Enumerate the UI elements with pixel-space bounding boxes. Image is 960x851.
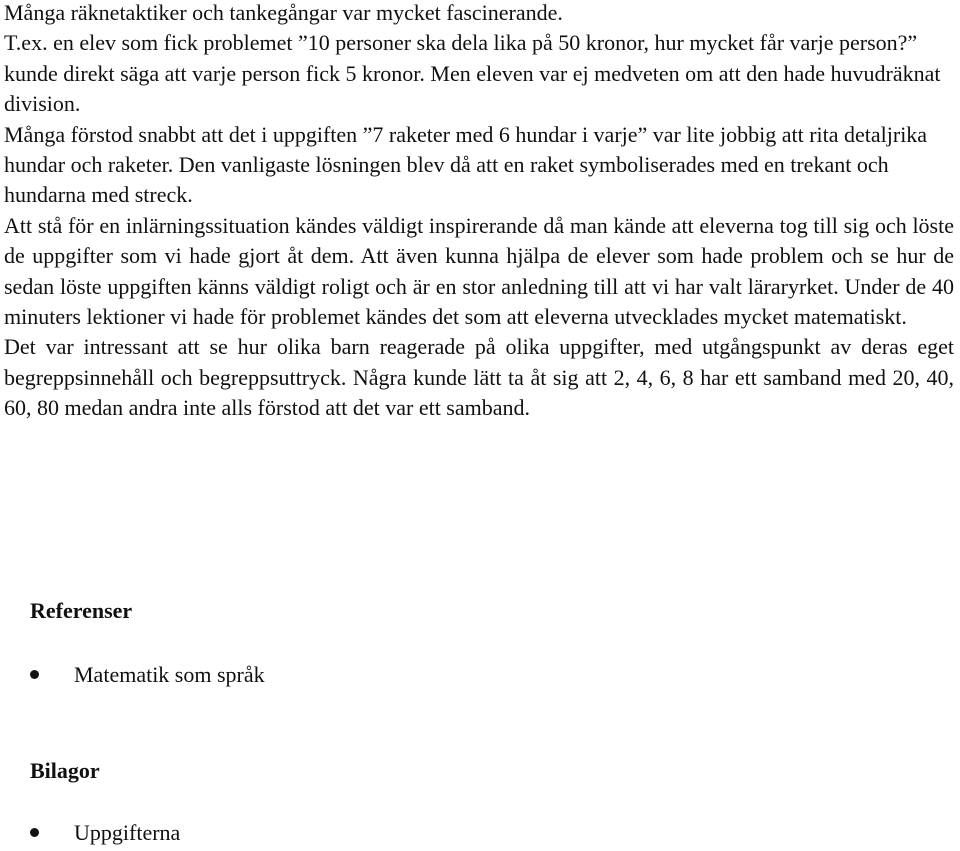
attachment-item-label: Uppgifterna — [74, 820, 181, 845]
attachments-list-item — [30, 818, 180, 848]
paragraph-learning-situation: Att stå för en inlärningssituation kändes väldigt inspirerande då man kände att eleverna tog till sig och löste de uppgifter som vi hade gjort åt dem. Att även kunna hjälpa de elever som hade problem och se hur de sedan löste uppgiften känns väldigt roligt och är en stor anledning till att vi har valt läraryrket. Under de 40 minuters lektioner vi hade för problemet kändes det som att eleverna utvecklades mycket matematiskt. — [4, 212, 954, 330]
bullet-icon — [30, 828, 39, 837]
attachments-heading: Bilagor — [30, 758, 100, 783]
reference-item-label: Matematik som språk — [74, 662, 265, 687]
paragraph-concepts: Det var intressant att se hur olika barn reagerade på olika uppgifter, med utgångspunkt av deras eget begreppsinnehåll och begreppsuttryck. Några kunde lätt ta åt sig att 2, 4, 6, 8 har ett samband med 20, 40, 60, 80 medan andra inte alls förstod att det var ett samband. — [4, 334, 954, 421]
attachments-list — [30, 818, 180, 848]
references-list — [30, 660, 265, 690]
paragraph-rockets: Många förstod snabbt att det i uppgiften ”7 raketer med 6 hundar i varje” var lite jobbig att rita detaljrika hundar och raketer. Den vanligaste lösningen blev då att en raket symboliserades med en trekant och hundarna med streck. — [4, 121, 928, 208]
document-body — [4, 0, 954, 424]
paragraph-example-division: T.ex. en elev som fick problemet ”10 personer ska dela lika på 50 kronor, hur mycket får varje person?” kunde direkt säga att varje person fick 5 kronor. Men eleven var ej medveten om att den hade huvudräknat division. — [4, 30, 941, 117]
references-heading: Referenser — [30, 598, 133, 623]
paragraph-intro: Många räknetaktiker och tankegångar var mycket fascinerande. — [4, 0, 563, 25]
references-list-item — [30, 660, 265, 690]
bullet-icon — [30, 670, 39, 679]
